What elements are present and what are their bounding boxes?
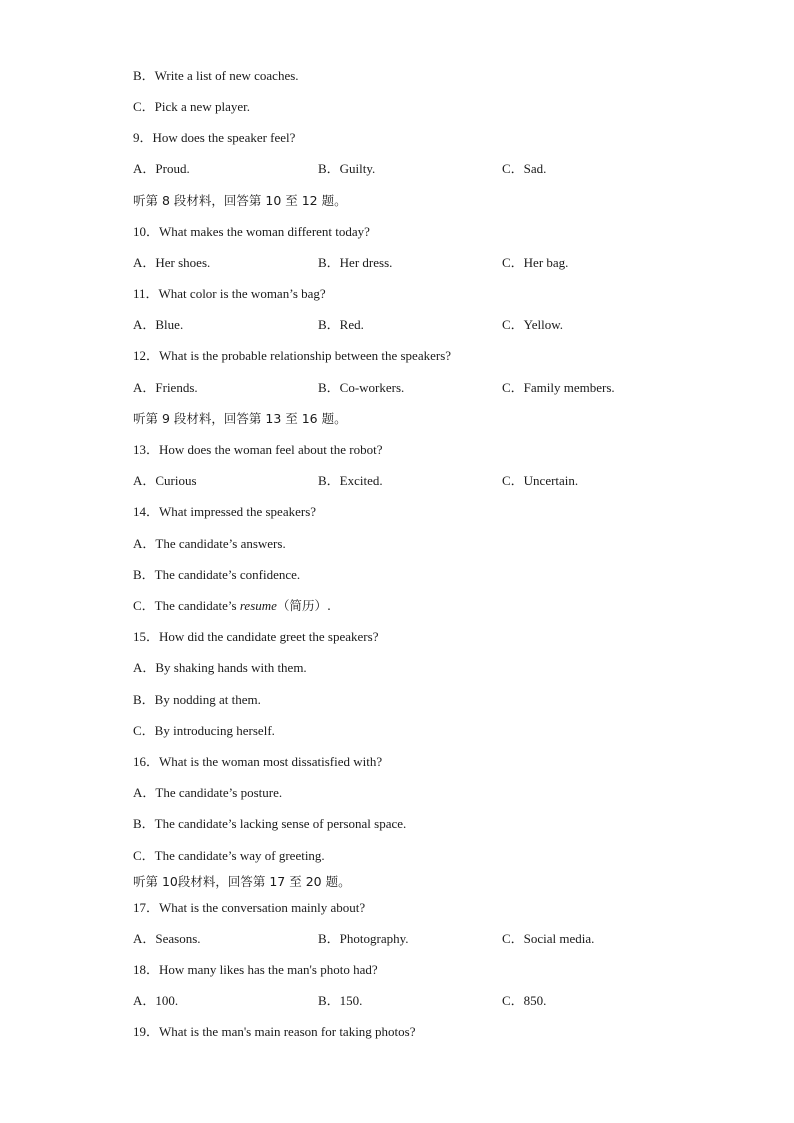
- q11-option-b: B．Red.: [318, 317, 364, 332]
- q18-option-c: C．850.: [502, 993, 547, 1008]
- question-19: 19．What is the man's main reason for taking photos?: [133, 1024, 416, 1039]
- q9-option-c: C．Sad.: [502, 161, 547, 176]
- question-12: 12．What is the probable relationship between the speakers?: [133, 348, 452, 363]
- q16-option-a: A．The candidate’s posture.: [133, 785, 283, 800]
- question-18: 18．How many likes has the man's photo had?: [133, 962, 378, 977]
- question-9: 9．How does the speaker feel?: [133, 130, 296, 145]
- question-10: 10．What makes the woman different today?: [133, 224, 370, 239]
- q10-option-c: C．Her bag.: [502, 255, 569, 270]
- q11-option-a: A．Blue.: [133, 317, 184, 332]
- q17-option-a: A．Seasons.: [133, 931, 201, 946]
- q14-option-c-suffix: （简历）.: [276, 598, 331, 613]
- q13-option-c: C．Uncertain.: [502, 473, 579, 488]
- q14-option-a: A．The candidate’s answers.: [133, 536, 286, 551]
- q8-option-c: C．Pick a new player.: [133, 99, 250, 114]
- q17-option-c: C．Social media.: [502, 931, 595, 946]
- q15-option-c: C．By introducing herself.: [133, 723, 275, 738]
- q16-option-c: C．The candidate’s way of greeting.: [133, 848, 325, 863]
- question-14: 14．What impressed the speakers?: [133, 504, 317, 519]
- q14-option-c-prefix: C．The candidate’s: [133, 598, 240, 613]
- question-17: 17．What is the conversation mainly about?: [133, 900, 366, 915]
- q12-option-c: C．Family members.: [502, 380, 615, 395]
- question-13: 13．How does the woman feel about the robot?: [133, 442, 383, 457]
- q16-option-b: B．The candidate’s lacking sense of personal space.: [133, 816, 407, 831]
- q18-option-a: A．100.: [133, 993, 179, 1008]
- question-16: 16．What is the woman most dissatisfied with?: [133, 754, 383, 769]
- question-11: 11．What color is the woman’s bag?: [133, 286, 326, 301]
- q14-option-c-italic-word: resume: [239, 598, 277, 613]
- q12-option-b: B．Co-workers.: [318, 380, 405, 395]
- section-10-heading: 听第 10段材料，回答第 17 至 20 题。: [133, 874, 351, 889]
- q14-option-b: B．The candidate’s confidence.: [133, 567, 301, 582]
- q17-option-b: B．Photography.: [318, 931, 409, 946]
- q9-option-a: A．Proud.: [133, 161, 190, 176]
- q9-option-b: B．Guilty.: [318, 161, 376, 176]
- q12-option-a: A．Friends.: [133, 380, 198, 395]
- section-9-heading: 听第 9 段材料，回答第 13 至 16 题。: [133, 411, 347, 426]
- q14-option-c: [133, 598, 331, 614]
- q11-option-c: C．Yellow.: [502, 317, 564, 332]
- q15-option-b: B．By nodding at them.: [133, 692, 261, 707]
- q18-option-b: B．150.: [318, 993, 363, 1008]
- question-15: 15．How did the candidate greet the speakers?: [133, 629, 379, 644]
- q10-option-a: A．Her shoes.: [133, 255, 211, 270]
- q15-option-a: A．By shaking hands with them.: [133, 660, 307, 675]
- q8-option-b: B．Write a list of new coaches.: [133, 68, 299, 83]
- q10-option-b: B．Her dress.: [318, 255, 393, 270]
- q13-option-b: B．Excited.: [318, 473, 383, 488]
- q13-option-a: A．Curious: [133, 473, 197, 488]
- section-8-heading: 听第 8 段材料，回答第 10 至 12 题。: [133, 193, 347, 208]
